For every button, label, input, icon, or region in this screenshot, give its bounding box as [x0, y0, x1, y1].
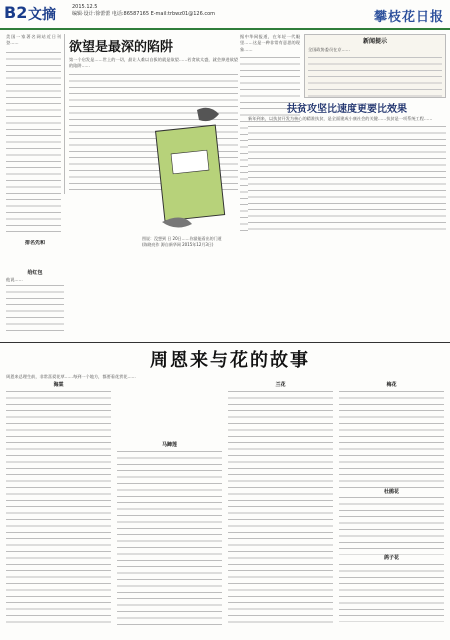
text-filler	[339, 495, 444, 555]
text-filler	[339, 562, 444, 622]
caption-credit: (陈晓亮作 源自新华网 2015年12月3日)	[142, 241, 214, 247]
news-tip-body: 全国政协委员在京……	[308, 47, 350, 52]
article-poverty	[248, 116, 446, 236]
page-number: B2	[4, 3, 28, 22]
column-3	[228, 382, 333, 634]
subhead-azalea: 杜鹃花	[383, 488, 399, 495]
subhead-plum: 梅花	[386, 382, 397, 389]
article-poverty-header	[248, 100, 446, 114]
text-filler	[248, 124, 446, 232]
section-divider	[0, 342, 450, 343]
section-title: 文摘	[28, 7, 56, 23]
hand-shape	[197, 108, 219, 121]
top-left-column	[6, 34, 61, 234]
top-left-strip: 美国一家著名网站近日刊登……	[6, 34, 61, 46]
essay-body: 据中华网报道，在年轻一代眼里……这是一种非常有意思的现象……	[240, 34, 300, 52]
column-4	[339, 382, 444, 634]
text-filler	[117, 449, 222, 625]
page-header	[0, 0, 450, 30]
article-poverty-title: 扶贫攻坚比速度更要比效果	[287, 104, 407, 114]
side-heading-1: 排名先和	[24, 240, 45, 246]
text-filler	[6, 389, 111, 625]
illustration	[142, 92, 238, 242]
column-2	[117, 382, 222, 634]
book-illustration	[142, 92, 238, 242]
text-filler	[228, 389, 333, 625]
header-editor: 编辑·设计:徐蕾蕾 电话:86587165 E-mail:trbwz01@126.com	[72, 11, 216, 17]
article-zhou-title: 周恩来与花的故事	[150, 350, 310, 370]
masthead: 攀枝花日报	[373, 10, 444, 25]
book-cover	[156, 125, 225, 221]
subhead-dove: 鸽子花	[383, 555, 399, 562]
subhead-calla: 马蹄莲	[161, 442, 177, 449]
header-date: 2015.12.5	[72, 4, 98, 10]
header-meta	[72, 4, 215, 18]
text-filler	[6, 50, 61, 234]
subhead-orchid: 兰花	[275, 382, 286, 389]
side-column	[6, 240, 64, 340]
article-zhou-header	[80, 346, 380, 370]
subhead-haitang: 海棠	[53, 382, 64, 389]
article-zhou-body: 周恩来总理生前，非常喜爱花草……每到一个地方，都要看花赏花……	[6, 374, 136, 379]
side-body: 他说……	[6, 276, 23, 282]
text-filler	[6, 283, 64, 333]
column-1	[6, 382, 111, 634]
news-tip-title: 新闻提示	[362, 38, 387, 45]
caption-text: 图说：没想到 日 20日……你最能看出的门道	[142, 236, 222, 241]
article-desire-body: 第一个启发是……世上的一切，最让人难以自拔的就是欲望……若贪欲太盛，就会掉进欲望的陷阱……	[69, 57, 238, 69]
body-columns	[6, 382, 444, 634]
illustration-caption	[142, 236, 302, 256]
article-zhou	[6, 374, 444, 636]
article-desire-title: 欲望是最深的陷阱	[69, 40, 174, 55]
text-filler	[339, 389, 444, 489]
book-label	[171, 150, 209, 174]
article-poverty-body: 新年到来，以扶贫开发为核心的精准扶贫，是全面建成小康社会的关键……扶贫是一项系统工程……	[248, 116, 433, 121]
text-filler	[308, 55, 442, 98]
side-heading-2: 给红包	[27, 270, 43, 277]
news-tip-box	[304, 34, 446, 98]
